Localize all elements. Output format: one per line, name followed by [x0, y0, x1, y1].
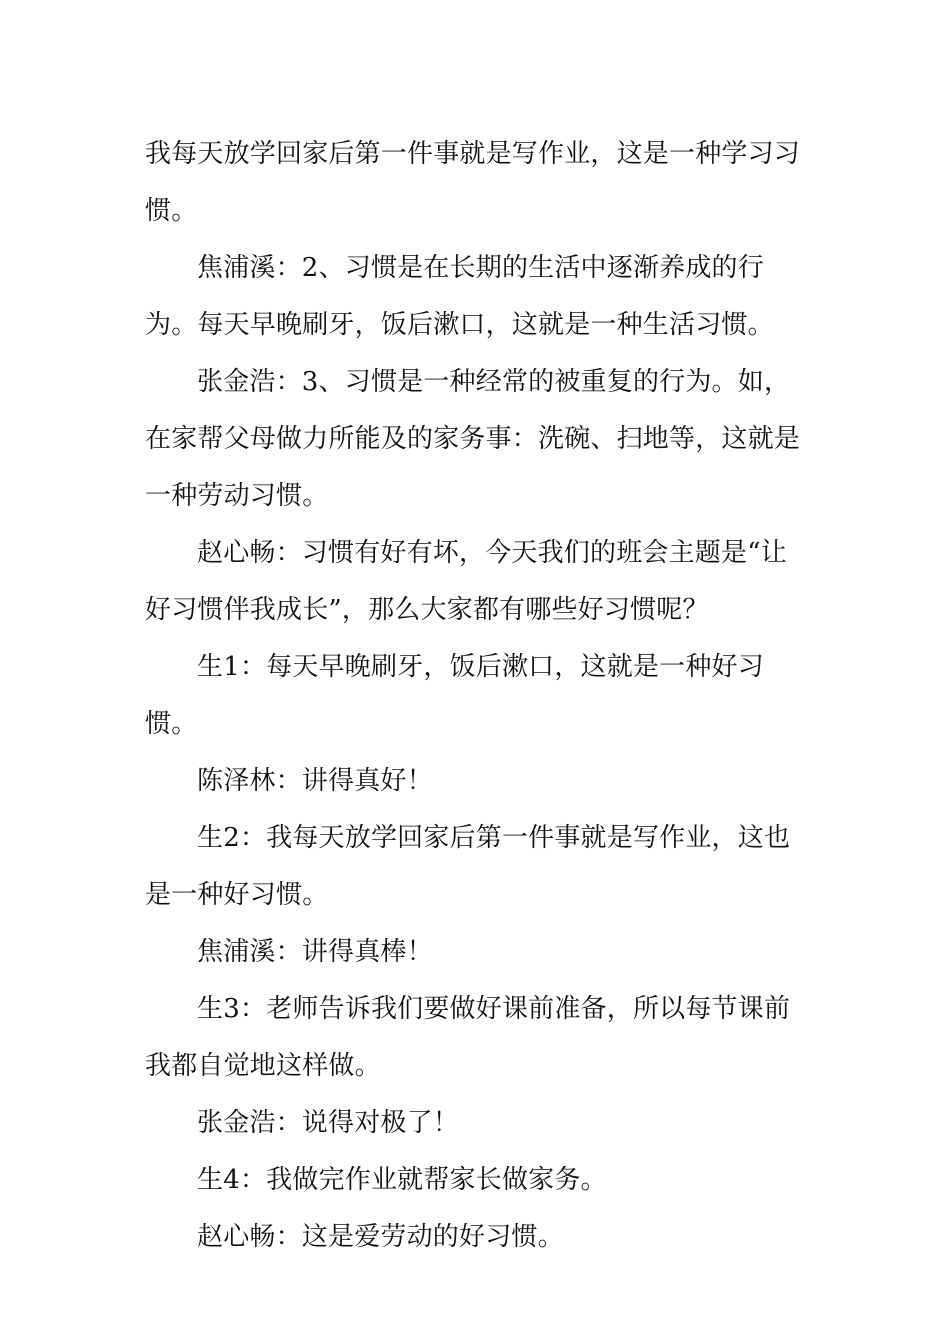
- paragraph-student-1: 生1：每天早晚刷牙，饭后漱口，这就是一种好习惯。: [145, 652, 764, 739]
- paragraph-jiao-puxi-response: 焦浦溪：讲得真棒！: [197, 937, 433, 967]
- paragraph-student-2: 生2：我每天放学回家后第一件事就是写作业，这也是一种好习惯。: [145, 823, 791, 910]
- paragraph-chen-zelin-response: 陈泽林：讲得真好！: [197, 766, 433, 796]
- paragraph-student-4: 生4：我做完作业就帮家长做家务。: [197, 1165, 607, 1195]
- paragraph-student-3: 生3：老师告诉我们要做好课前准备，所以每节课前我都自觉地这样做。: [145, 994, 791, 1081]
- paragraph-continuation: 我每天放学回家后第一件事就是写作业，这是一种学习习惯。: [145, 139, 801, 226]
- paragraph-jiao-puxi-habit-definition: 焦浦溪：2、习惯是在长期的生活中逐渐养成的行为。每天早晚刷牙，饭后漱口，这就是一种生活习惯。: [145, 253, 774, 340]
- paragraph-zhao-xinchang-response: 赵心畅：这是爱劳动的好习惯。: [197, 1222, 564, 1252]
- document-body: [145, 126, 807, 1266]
- paragraph-zhang-jinhao-response: 张金浩：说得对极了！: [197, 1108, 460, 1138]
- paragraph-zhao-xinchang-theme: 赵心畅：习惯有好有坏，今天我们的班会主题是“让好习惯伴我成长”，那么大家都有哪些好习惯呢？: [145, 538, 787, 625]
- paragraph-zhang-jinhao-habit-definition: 张金浩：3、习惯是一种经常的被重复的行为。如，在家帮父母做力所能及的家务事：洗碗、扫地等，这就是一种劳动习惯。: [145, 367, 801, 511]
